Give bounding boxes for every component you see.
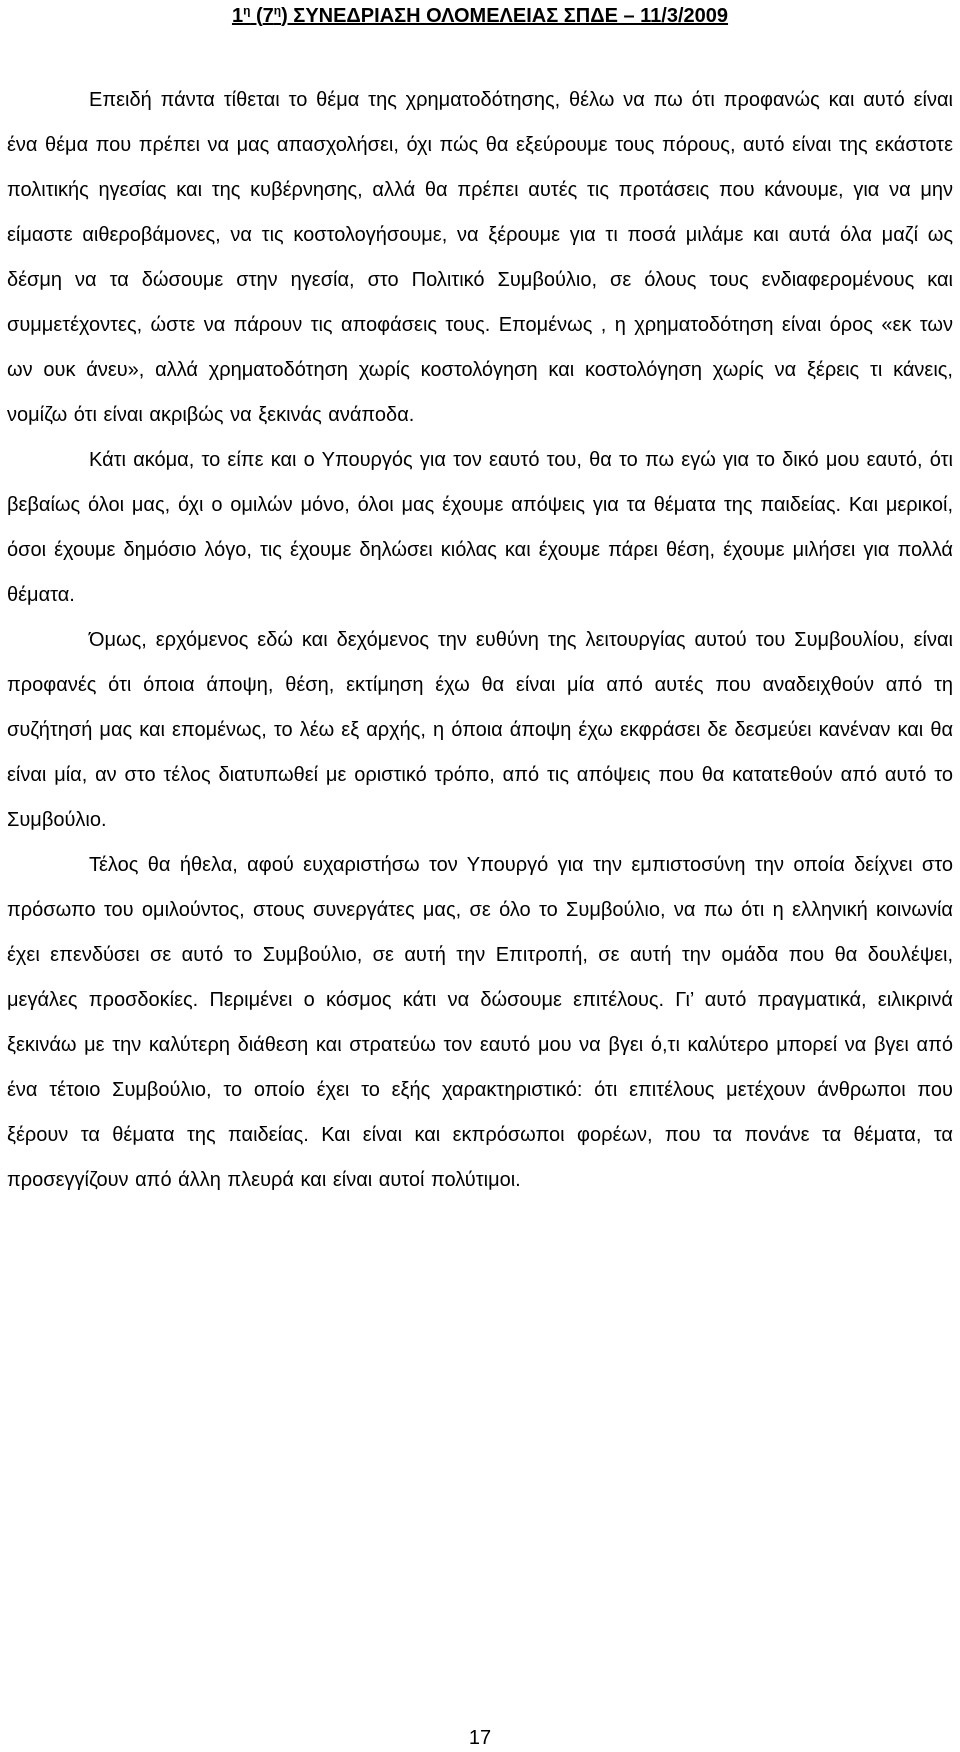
paragraph-responsibility: Όμως, ερχόμενος εδώ και δεχόμενος την ευθύνη της λειτουργίας αυτού του Συμβουλίου, είναι προφανές ότι όποια άποψη, θέση, εκτίμηση έχω θα είναι μία από αυτές που αναδειχθούν από τη συζήτησή μας και επομένως, το λέω εξ αρχής, η όποια άποψη έχω εκφράσει δε δεσμεύει κανέναν και θα είναι μία, αν στο τέλος διατυπωθεί με οριστικό τρόπο, από τις απόψεις που θα κατατεθούν από αυτό το Συμβούλιο. bbox=[7, 629, 953, 831]
header-open-paren: ( bbox=[250, 5, 263, 27]
paragraph-opinions: Κάτι ακόμα, το είπε και ο Υπουργός για τον εαυτό του, θα το πω εγώ για το δικό μου εαυτό, ότι βεβαίως όλοι μας, όχι ο ομιλών μόνο, όλοι μας έχουμε απόψεις για τα θέματα της παιδείας. Και μερικοί, όσοι έχουμε δημόσιο λόγο, τις έχουμε δηλώσει κιόλας και έχουμε πάρει θέση, έχουμε μιλήσει για πολλά θέματα. bbox=[7, 449, 953, 606]
header-sup2: η bbox=[273, 3, 282, 18]
header-sup1: η bbox=[243, 3, 251, 18]
header-num2: 7 bbox=[262, 5, 274, 27]
page-number: 17 bbox=[468, 1727, 492, 1749]
paragraph-closing: Τέλος θα ήθελα, αφού ευχαριστήσω τον Υπουργό για την εμπιστοσύνη την οποία δείχνει στο πρόσωπο του ομιλούντος, στους συνεργάτες μας, σε όλο το Συμβούλιο, να πω ότι η ελληνική κοινωνία έχει επενδύσει σε αυτό το Συμβούλιο, σε αυτή την Επιτροπή, σε αυτή την ομάδα που θα δουλέψει, μεγάλες προσδοκίες. Περιμένει ο κόσμος κάτι να δώσουμε επιτέλους. Γι’ αυτό πραγματικά, ειλικρινά ξεκινάω με την καλύτερη διάθεση και στρατεύω τον εαυτό μου να βγει ό,τι καλύτερο μπορεί να βγει από ένα τέτοιο Συμβούλιο, το οποίο έχει το εξής χαρακτηριστικό: ότι επιτέλους μετέχουν άνθρωποι που ξέρουν τα θέματα της παιδείας. Και είναι και εκπρόσωποι φορέων, που τα πονάνε τα θέματα, τα προσεγγίζουν από άλλη πλευρά και είναι αυτοί πολύτιμοι. bbox=[7, 854, 953, 1191]
page-header bbox=[0, 4, 960, 28]
document-body bbox=[7, 78, 953, 1203]
paragraph-funding: Επειδή πάντα τίθεται το θέμα της χρηματοδότησης, θέλω να πω ότι προφανώς και αυτό είναι ένα θέμα που πρέπει να μας απασχολήσει, όχι πώς θα εξεύρουμε τους πόρους, αυτό είναι της εκάστοτε πολιτικής ηγεσίας και της κυβέρνησης, αλλά θα πρέπει αυτές τις προτάσεις που κάνουμε, για να μην είμαστε αιθεροβάμονες, να τις κοστολογήσουμε, να ξέρουμε για τι ποσά μιλάμε και αυτά όλα μαζί ως δέσμη να τα δώσουμε στην ηγεσία, στο Πολιτικό Συμβούλιο, σε όλους τους ενδιαφερομένους και συμμετέχοντες, ώστε να πάρουν τις αποφάσεις τους. Επομένως , η χρηματοδότηση είναι όρος «εκ των ων ουκ άνευ», αλλά χρηματοδότηση χωρίς κοστολόγηση και κοστολόγηση χωρίς να ξέρεις τι κάνεις, νομίζω ότι είναι ακριβώς να ξεκινάς ανάποδα. bbox=[7, 89, 953, 426]
header-num1: 1 bbox=[231, 5, 244, 27]
header-title: ) ΣΥΝΕΔΡΙΑΣΗ ΟΛΟΜΕΛΕΙΑΣ ΣΠΔΕ – 11/3/2009 bbox=[281, 5, 729, 27]
